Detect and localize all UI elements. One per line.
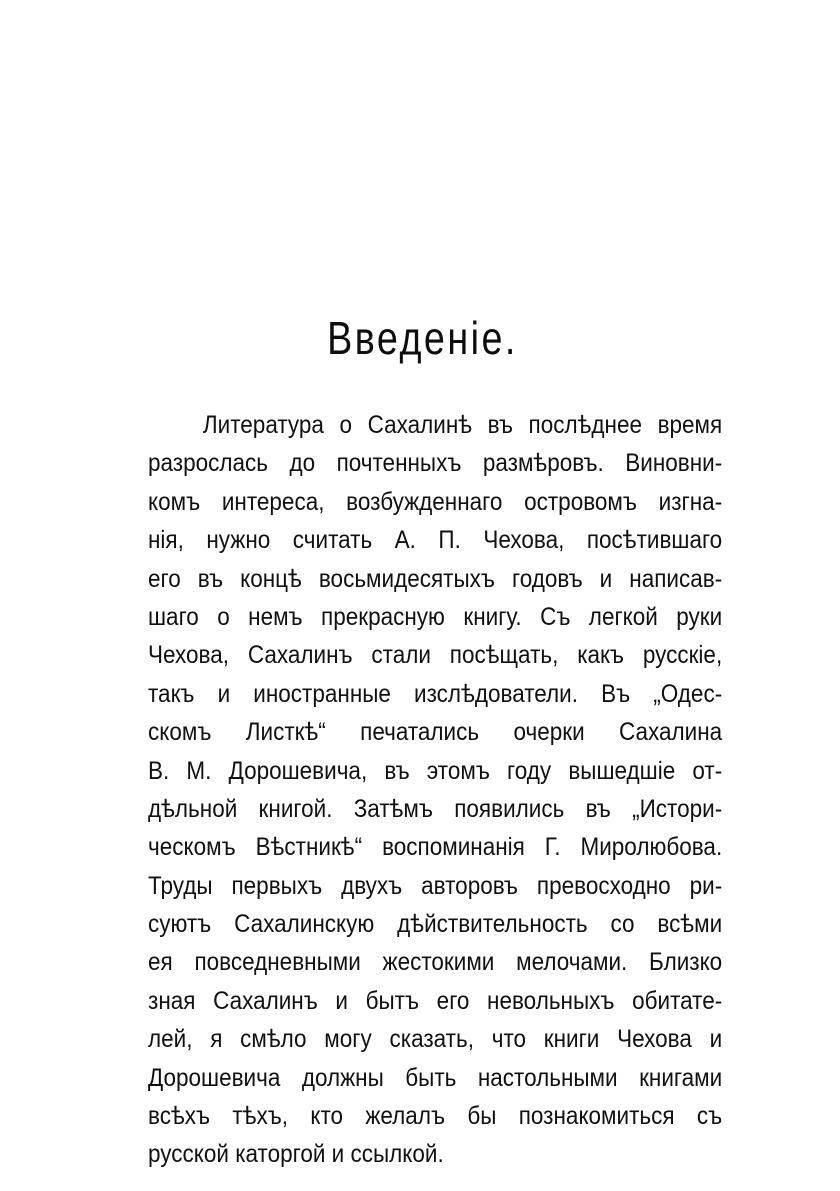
text-line: его въ концѣ восьмидесятыхъ годовъ и написав- (148, 564, 723, 593)
text-line: суютъ Сахалинскую дѣйствительность со всѣми (148, 910, 723, 939)
text-line: русской каторгой и ссылкой. (148, 1140, 444, 1169)
text-line: В. М. Дорошевича, въ этомъ году вышедшіе от- (148, 756, 723, 785)
text-line: скомъ Листкѣ“ печатались очерки Сахалина (148, 718, 723, 747)
text-line: лей, я смѣло могу сказать, что книги Чехова и (148, 1025, 723, 1054)
text-line: такъ и иностранные изслѣдователи. Въ „Одес- (148, 679, 723, 708)
body-paragraph (148, 406, 722, 1174)
text-line: Чехова, Сахалинъ стали посѣщать, какъ русскіе, (148, 641, 723, 670)
chapter-title: Введеніе. (327, 312, 518, 364)
text-line: шаго о немъ прекрасную книгу. Съ легкой руки (148, 602, 723, 631)
text-line: нія, нужно считать А. П. Чехова, посѣтившаго (148, 526, 723, 555)
text-line: разрослась до почтенныхъ размѣровъ. Виновни- (148, 449, 723, 478)
text-line: ея повседневными жестокими мелочами. Близко (148, 948, 723, 977)
text-line: комъ интереса, возбужденнаго островомъ изгна- (148, 487, 723, 516)
text-line: Труды первыхъ двухъ авторовъ превосходно ри- (148, 871, 723, 900)
text-line: дѣльной книгой. Затѣмъ появились въ „Истори- (148, 794, 723, 823)
text-line: Литература о Сахалинѣ въ послѣднее время (202, 411, 723, 439)
text-line: зная Сахалинъ и бытъ его невольныхъ обитате- (148, 986, 723, 1015)
text-line: всѣхъ тѣхъ, кто желалъ бы познакомиться съ (148, 1102, 723, 1131)
text-line: ческомъ Вѣстникѣ“ воспоминанія Г. Миролюбова. (148, 833, 723, 862)
text-line: Дорошевича должны быть настольными книгами (148, 1063, 723, 1092)
